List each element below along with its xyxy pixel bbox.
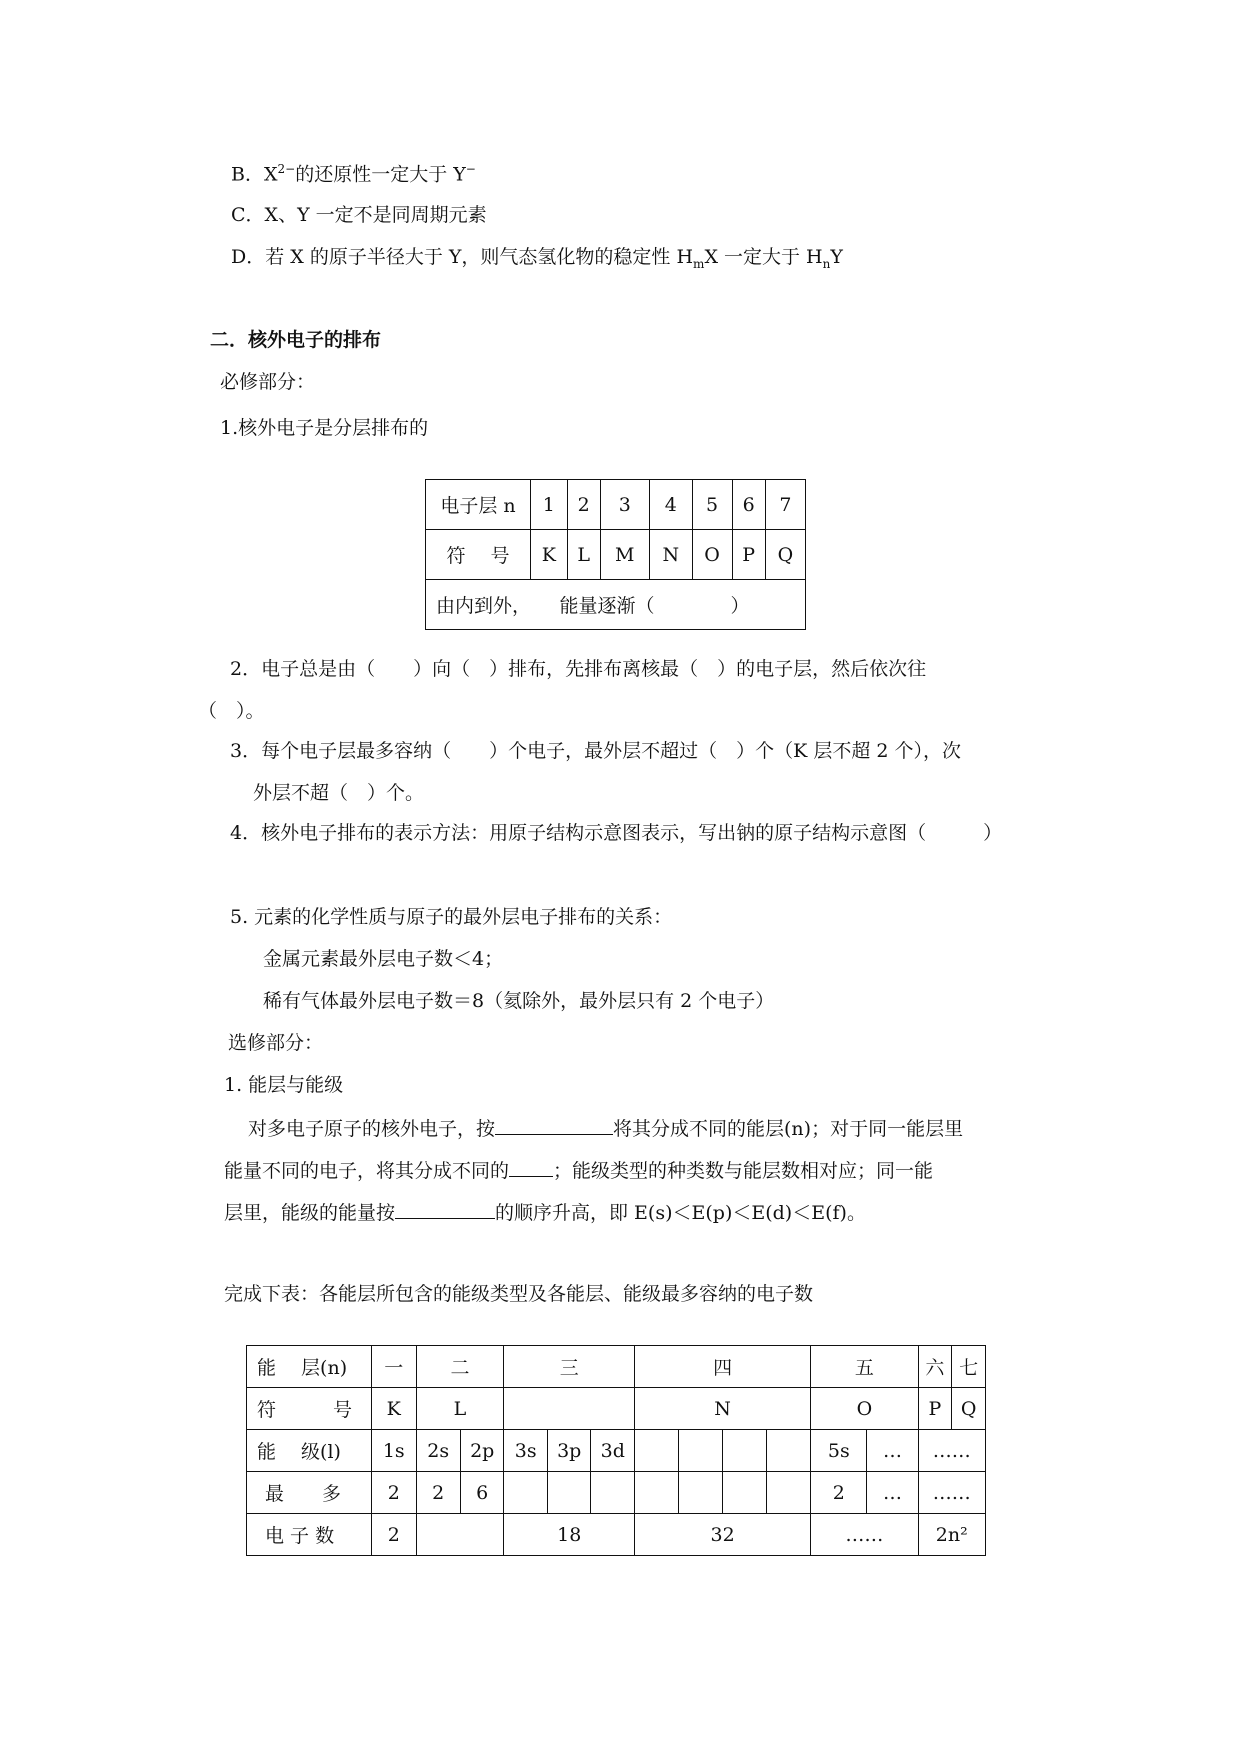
option-b <box>231 162 476 186</box>
table-instruction: 完成下表：各能层所包含的能级类型及各能层、能级最多容纳的电子数 <box>224 1283 814 1305</box>
option-c: C．X、Y 一定不是同周期元素 <box>231 204 487 226</box>
answer-blank <box>395 1200 495 1219</box>
table-cell <box>767 1430 811 1472</box>
table-cell <box>504 1472 547 1514</box>
elective-paragraph-line2 <box>224 1158 933 1183</box>
paragraph-text: 对多电子原子的核外电子，按 <box>248 1118 496 1140</box>
table-cell <box>723 1430 767 1472</box>
table-cell: 6 <box>732 480 765 530</box>
table-cell: 四 <box>635 1346 811 1388</box>
table-cell: 2 <box>567 480 600 530</box>
table-cell: 2 <box>372 1472 416 1514</box>
table-cell: … <box>867 1430 918 1472</box>
energy-level-table <box>246 1345 986 1556</box>
option-d <box>231 246 843 271</box>
table-cell <box>416 1514 504 1556</box>
table-cell <box>679 1472 723 1514</box>
table-cell: O <box>692 530 732 580</box>
table-cell: 一 <box>372 1346 416 1388</box>
subscript: n <box>822 256 831 271</box>
table-cell: 能 层(n) <box>247 1346 372 1388</box>
item-3-line1: 3．每个电子层最多容纳（ ）个电子，最外层不超过（ ）个（K 层不超 2 个），次 <box>230 740 961 762</box>
table-cell: Q <box>765 530 805 580</box>
item-1: 1.核外电子是分层排布的 <box>220 417 429 439</box>
table-cell: 由内到外， 能量逐渐（ ） <box>426 580 806 630</box>
table-cell: N <box>649 530 692 580</box>
table-cell: 符 号 <box>247 1388 372 1430</box>
table-cell <box>767 1472 811 1514</box>
table-cell: M <box>600 530 649 580</box>
item-2-line2: （ ）。 <box>198 700 265 722</box>
table-row <box>426 530 806 580</box>
table-cell: K <box>531 530 568 580</box>
answer-blank <box>509 1158 553 1177</box>
table-cell: 5s <box>811 1430 867 1472</box>
table-cell: 1 <box>531 480 568 530</box>
table-row <box>426 480 806 530</box>
table-row <box>247 1430 986 1472</box>
option-b-text: 的还原性一定大于 Y <box>295 163 466 186</box>
table-cell <box>723 1472 767 1514</box>
table-cell: 2s <box>416 1430 460 1472</box>
table-cell: 三 <box>504 1346 635 1388</box>
elective-paragraph-line1 <box>248 1116 963 1141</box>
elective-paragraph-line3 <box>224 1200 866 1225</box>
table-cell <box>635 1472 679 1514</box>
table-cell: 32 <box>635 1514 811 1556</box>
table-cell: L <box>416 1388 504 1430</box>
table-row <box>247 1388 986 1430</box>
table-cell: …… <box>918 1472 985 1514</box>
table-cell: 电子层 n <box>426 480 531 530</box>
table-cell: 2 <box>416 1472 460 1514</box>
option-b-text: B．X <box>231 163 278 186</box>
table-cell: …… <box>811 1514 918 1556</box>
elective-title: 选修部分： <box>228 1032 324 1054</box>
table-cell: 18 <box>504 1514 635 1556</box>
table-cell: O <box>811 1388 918 1430</box>
table-cell: P <box>918 1388 952 1430</box>
table-cell: Q <box>952 1388 986 1430</box>
table-cell: 电 子 数 <box>247 1514 372 1556</box>
elective-item-1: 1. 能层与能级 <box>224 1074 344 1096</box>
option-d-text: X 一定大于 H <box>704 246 823 268</box>
table-cell: 6 <box>460 1472 504 1514</box>
table-cell <box>547 1472 591 1514</box>
paragraph-text: ；能级类型的种类数与能层数相对应；同一能 <box>553 1160 934 1182</box>
electron-shell-table <box>425 479 806 630</box>
superscript: − <box>465 162 476 176</box>
table-cell: 能 级(l) <box>247 1430 372 1472</box>
table-cell: 3 <box>600 480 649 530</box>
table-cell: 最 多 <box>247 1472 372 1514</box>
table-cell <box>591 1472 635 1514</box>
table-cell: 六 <box>918 1346 952 1388</box>
paragraph-text: 能量不同的电子，将其分成不同的 <box>224 1160 510 1182</box>
superscript: 2− <box>277 162 296 176</box>
paragraph-text: 层里，能级的能量按 <box>224 1202 396 1224</box>
table-cell: 7 <box>765 480 805 530</box>
table-cell: 2 <box>372 1514 416 1556</box>
table-cell: 3p <box>547 1430 591 1472</box>
item-2-line1: 2．电子总是由（ ）向（ ）排布，先排布离核最（ ）的电子层，然后依次往 <box>230 658 927 680</box>
table-row <box>247 1472 986 1514</box>
table-cell: P <box>732 530 765 580</box>
table-cell: 符 号 <box>426 530 531 580</box>
paragraph-text: 将其分成不同的能层(n)；对于同一能层里 <box>613 1118 964 1140</box>
table-cell: … <box>867 1472 918 1514</box>
table-cell: …… <box>918 1430 985 1472</box>
table-cell: 二 <box>416 1346 504 1388</box>
table-cell: 3s <box>504 1430 547 1472</box>
option-d-text: Y <box>830 246 843 268</box>
item-5: 5. 元素的化学性质与原子的最外层电子排布的关系： <box>230 906 673 928</box>
table-cell: 2 <box>811 1472 867 1514</box>
table-cell: 2p <box>460 1430 504 1472</box>
paragraph-text: 的顺序升高，即 E(s)＜E(p)＜E(d)＜E(f)。 <box>495 1202 866 1224</box>
option-d-text: D．若 X 的原子半径大于 Y，则气态氢化物的稳定性 H <box>231 246 694 268</box>
table-cell: L <box>567 530 600 580</box>
table-cell: K <box>372 1388 416 1430</box>
item-5-a: 金属元素最外层电子数＜4； <box>263 948 504 970</box>
table-cell: 3d <box>591 1430 635 1472</box>
table-cell: N <box>635 1388 811 1430</box>
item-5-b: 稀有气体最外层电子数＝8（氦除外，最外层只有 2 个电子） <box>263 990 775 1012</box>
table-cell: 1s <box>372 1430 416 1472</box>
table-row <box>247 1346 986 1388</box>
table-cell: 五 <box>811 1346 918 1388</box>
table-cell <box>679 1430 723 1472</box>
table-row <box>426 580 806 630</box>
table-cell: 4 <box>649 480 692 530</box>
table-row <box>247 1514 986 1556</box>
item-4: 4．核外电子排布的表示方法：用原子结构示意图表示，写出钠的原子结构示意图（ ） <box>230 822 1003 844</box>
item-3-line2: 外层不超（ ）个。 <box>253 782 425 804</box>
table-cell: 5 <box>692 480 732 530</box>
table-cell: 七 <box>952 1346 986 1388</box>
table-cell <box>504 1388 635 1430</box>
table-cell <box>635 1430 679 1472</box>
required-label: 必修部分： <box>220 371 316 393</box>
answer-blank <box>495 1116 613 1135</box>
subscript: m <box>693 256 705 271</box>
section-title: 二．核外电子的排布 <box>210 329 382 351</box>
table-cell: 2n² <box>918 1514 985 1556</box>
